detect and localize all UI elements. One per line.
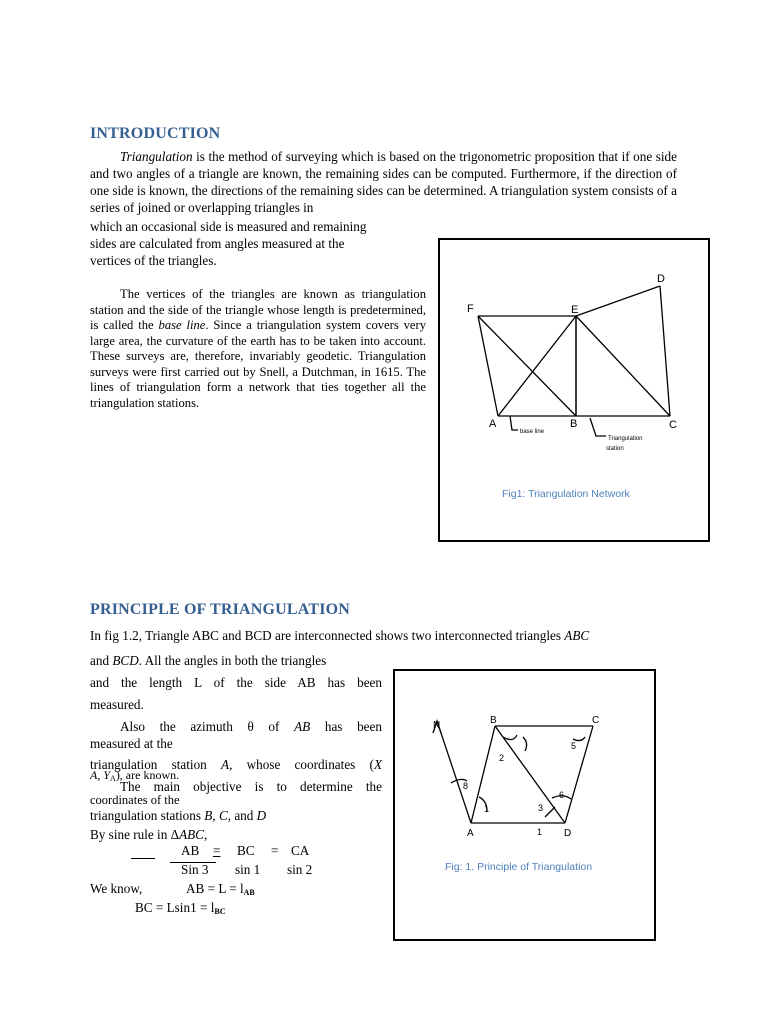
principle-line-6: measured at the [90, 736, 173, 751]
principle-bcd: BCD [112, 653, 139, 668]
station-label-2: station [606, 446, 624, 452]
figure1-caption: Fig1: Triangulation Network [502, 488, 630, 500]
baseline-label: base line [520, 429, 545, 435]
angle-1b: 1 [537, 827, 543, 837]
principle-line-8: A, $Y_A$), are known. [90, 768, 180, 783]
line-e-d [576, 286, 660, 316]
intro-paragraph-1-wrap [90, 218, 426, 269]
label-d: D [657, 273, 665, 285]
intro-p1-text: is the method of surveying which is based on the trigonometric proposition that if one side and two angles of a triangle are known, the remaining sides can be computed. Furthermore, if the direction of one side is known, the directions of the remaining sides can be determined. A triangulation system consists of a series of joined or overlapping triangles in [90, 149, 677, 215]
we-know-label: We know, [90, 881, 143, 896]
angle-2: 2 [499, 753, 505, 763]
principle-line1-abc: ABC [564, 628, 590, 643]
principle-line1-text: In fig 1.2, Triangle ABC and BCD are interconnected shows two interconnected triangles [90, 628, 565, 643]
line-a-e [498, 316, 576, 416]
equation-equals-2: = [271, 843, 279, 858]
figure-triangulation-network [438, 238, 710, 542]
intro-heading: INTRODUCTION [90, 125, 221, 142]
label-d2: D [564, 828, 572, 839]
baseline-leader [510, 416, 518, 430]
equation-leading-dash [131, 858, 155, 859]
equation-numerator-ca: CA [291, 843, 310, 858]
label-n: N [433, 720, 441, 731]
equation-numerator-ab: AB [181, 843, 200, 858]
label-b: B [570, 418, 578, 430]
line-f-b [478, 316, 576, 416]
intro-paragraph-1 [90, 148, 677, 216]
bc-equation: BC = $Lsin1 = l_{BC}$ [135, 900, 226, 916]
principle-column [90, 650, 382, 738]
label-a2: A [467, 828, 474, 839]
equation-denominator-1: Sin 3 [181, 862, 209, 877]
equation-equals-1: = [213, 843, 221, 858]
angle-arc-b2 [523, 737, 527, 751]
angle-3: 3 [538, 803, 544, 813]
principle-line-4: measured. [90, 697, 144, 712]
line-a-b [471, 726, 495, 823]
label-c2: C [592, 715, 600, 726]
north-line [437, 721, 471, 823]
principle-diagram [395, 671, 654, 939]
label-f: F [467, 303, 474, 315]
baseline-term: base line [158, 318, 206, 332]
figure-principle-of-triangulation [393, 669, 656, 941]
line-b-d [495, 726, 565, 823]
station-label-1: Triangulation [608, 436, 643, 442]
angle-5: 5 [571, 741, 577, 751]
label-a: A [489, 418, 497, 430]
angle-6: 6 [559, 790, 565, 800]
equation-denominator-2: sin 1 [235, 862, 261, 877]
principle-line-1 [90, 627, 680, 644]
angle-8: 8 [463, 781, 469, 791]
line-e-c [576, 316, 670, 416]
principle-heading: PRINCIPLE OF TRIANGULATION [90, 601, 351, 618]
principle-line2-rest: . All the angles in both the triangles [138, 653, 327, 668]
angle-1: 1 [484, 804, 490, 814]
principle-line-9: The main objective is to determine the [120, 779, 382, 794]
label-e: E [571, 304, 579, 316]
principle-line-7: triangulation station A, whose coordinates (X [90, 757, 382, 772]
label-c: C [669, 419, 677, 431]
intro-paragraph-2 [90, 287, 426, 411]
figure2-caption: Fig: 1. Principle of Triangulation [445, 861, 593, 873]
station-leader [590, 418, 606, 436]
line-f-a [478, 316, 498, 416]
we-know-equation: AB = $L = l_{AB}$ [186, 881, 255, 897]
principle-line-12: By sine rule in ΔABC, [90, 827, 208, 842]
label-b2: B [490, 715, 497, 726]
angle-arc-3 [545, 807, 555, 817]
principle-line-2: and BCD. All the angles in both the triangles [90, 653, 327, 668]
principle-line-3: and the length L of the side AB has been [90, 675, 382, 690]
intro-p1-line-a: which an occasional side is measured and remaining [90, 219, 367, 234]
equation-denominator-3: sin 2 [287, 862, 313, 877]
intro-p1-line-c: vertices of the triangles. [90, 253, 217, 268]
intro-p1-line-b: sides are calculated from angles measured at the [90, 236, 345, 251]
intro-p2-end: . Since a triangulation system covers very large area, the curvature of the earth has to be taken into account. These surveys are, therefore, invariably geodetic. Triangulation surveys were first carried out by Snell, a Dutchman, in 1615. The lines of triangulation form a network that ties together all the triangulation stations. [90, 318, 426, 410]
intro-p2-start: The vertices of the triangles are known as triangulation station and the side of the triangle whose length is predetermined, is called the [90, 287, 426, 332]
principle-line-11: triangulation stations B, C, and D [90, 808, 267, 823]
equation-numerator-bc: BC [237, 843, 255, 858]
principle-line-10: coordinates of the [90, 793, 180, 807]
principle-line-5: Also the azimuth θ of AB has been [120, 719, 382, 734]
triangulation-term: Triangulation [120, 149, 193, 164]
line-d-c [660, 286, 670, 416]
